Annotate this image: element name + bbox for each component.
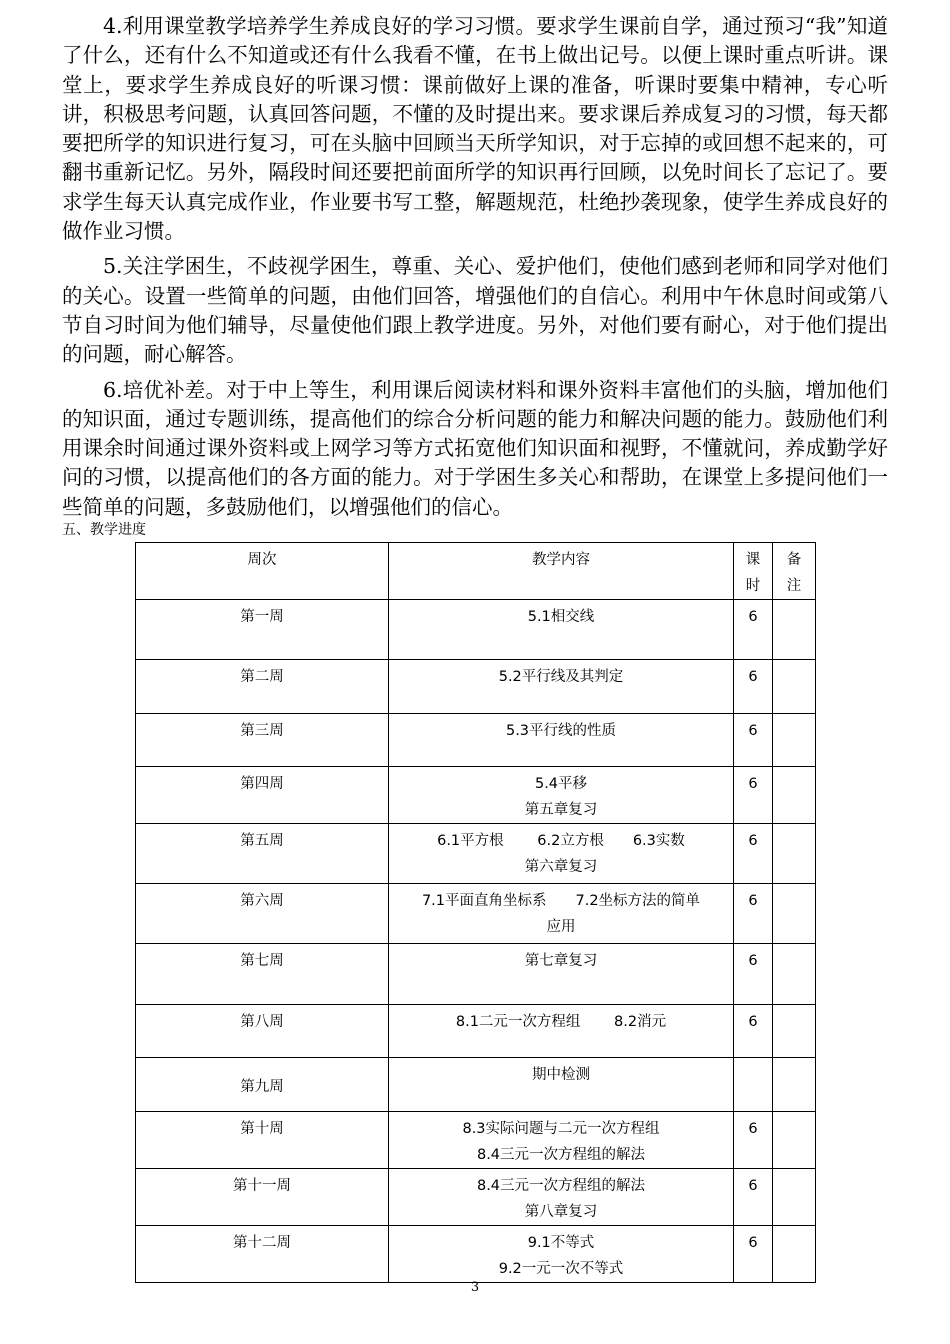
content-line: 8.4三元一次方程组的解法	[476, 1147, 646, 1163]
notes-cell	[773, 944, 816, 1005]
week-cell: 第六周	[136, 884, 389, 944]
paragraph-enrichment: 6.培优补差。对于中上等生，利用课后阅读材料和课外资料丰富他们的头脑，增加他们的知识面，通过专题训练，提高他们的综合分析问题的能力和解决问题的能力。鼓励他们利用课余时间通过课外资料或上网学习等方式拓宽他们知识面和视野，不懂就问，养成勤学好问的习惯，以提高他们的各方面的能力。对于学困生多关心和帮助，在课堂上多提问他们一些简单的问题，多鼓励他们，以增强他们的信心。	[62, 377, 888, 519]
table-row	[136, 1112, 816, 1169]
table-row	[136, 1058, 816, 1112]
hours-cell: 6	[734, 767, 773, 824]
table-header-row	[136, 543, 816, 600]
hours-cell: 6	[734, 1112, 773, 1169]
hours-cell: 6	[734, 1005, 773, 1058]
table-row	[136, 1169, 816, 1226]
content-line: 期中检测	[532, 1067, 590, 1083]
content-line: 6.1平方根 6.2立方根 6.3实数	[437, 833, 685, 849]
table-body	[136, 600, 816, 1283]
week-cell: 第一周	[136, 600, 389, 660]
hours-cell: 6	[734, 1169, 773, 1226]
content-line: 第七章复习	[524, 953, 598, 969]
week-cell: 第二周	[136, 660, 389, 714]
week-cell: 第五周	[136, 824, 389, 884]
content-cell	[389, 600, 734, 660]
week-cell: 第三周	[136, 714, 389, 767]
content-cell	[389, 1112, 734, 1169]
table-row	[136, 660, 816, 714]
notes-cell	[773, 884, 816, 944]
week-cell: 第八周	[136, 1005, 389, 1058]
content-cell	[389, 1169, 734, 1226]
week-cell: 第四周	[136, 767, 389, 824]
notes-cell	[773, 1112, 816, 1169]
hours-cell: 6	[734, 600, 773, 660]
table-row	[136, 600, 816, 660]
notes-cell	[773, 824, 816, 884]
hours-cell	[734, 1058, 773, 1112]
notes-cell	[773, 714, 816, 767]
header-hours-line2: 时	[745, 578, 761, 594]
content-line: 第五章复习	[524, 802, 598, 818]
hours-cell: 6	[734, 1226, 773, 1283]
content-cell	[389, 824, 734, 884]
content-cell	[389, 1005, 734, 1058]
content-cell	[389, 767, 734, 824]
notes-cell	[773, 1169, 816, 1226]
content-cell	[389, 944, 734, 1005]
notes-cell	[773, 660, 816, 714]
notes-cell	[773, 1226, 816, 1283]
hours-cell: 6	[734, 714, 773, 767]
header-week: 周次	[136, 543, 389, 600]
notes-cell	[773, 1058, 816, 1112]
content-cell	[389, 714, 734, 767]
header-notes	[773, 543, 816, 600]
table-row	[136, 824, 816, 884]
content-line: 9.1不等式	[527, 1235, 595, 1251]
content-line: 5.4平移	[534, 776, 588, 792]
table-row	[136, 767, 816, 824]
content-line: 5.3平行线的性质	[505, 723, 617, 739]
content-line: 9.2一元一次不等式	[498, 1261, 624, 1277]
week-cell: 第七周	[136, 944, 389, 1005]
page-number: 3	[470, 1280, 480, 1295]
content-cell	[389, 660, 734, 714]
hours-cell: 6	[734, 944, 773, 1005]
week-cell: 第九周	[136, 1058, 389, 1112]
content-line: 7.1平面直角坐标系 7.2坐标方法的简单	[421, 893, 701, 909]
header-notes-line2: 注	[786, 578, 802, 594]
hours-cell: 6	[734, 660, 773, 714]
table-row	[136, 1005, 816, 1058]
content-line: 第八章复习	[524, 1204, 598, 1220]
content-line: 5.1相交线	[527, 609, 595, 625]
content-line: 8.4三元一次方程组的解法	[476, 1178, 646, 1194]
notes-cell	[773, 600, 816, 660]
content-cell	[389, 884, 734, 944]
paragraph-struggling-students: 5.关注学困生，不歧视学困生，尊重、关心、爱护他们，使他们感到老师和同学对他们的关心。设置一些简单的问题，由他们回答，增强他们的自信心。利用中午休息时间或第八节自习时间为他们辅导，尽量使他们跟上教学进度。另外，对他们要有耐心，对于他们提出的问题，耐心解答。	[62, 254, 888, 367]
content-line: 8.3实际问题与二元一次方程组	[462, 1121, 660, 1137]
header-hours-line1: 课	[745, 552, 761, 568]
week-cell: 第十一周	[136, 1169, 389, 1226]
header-content: 教学内容	[389, 543, 734, 600]
notes-cell	[773, 767, 816, 824]
hours-cell: 6	[734, 824, 773, 884]
content-line: 8.1二元一次方程组 8.2消元	[455, 1014, 667, 1030]
content-line: 应用	[546, 919, 576, 935]
week-cell: 第十周	[136, 1112, 389, 1169]
header-notes-line1: 备	[786, 552, 802, 568]
body-text	[62, 12, 888, 528]
content-cell	[389, 1226, 734, 1283]
content-cell	[389, 1058, 734, 1112]
teaching-schedule-table	[135, 542, 816, 1283]
content-line: 5.2平行线及其判定	[498, 669, 624, 685]
table-row	[136, 714, 816, 767]
table-row	[136, 1226, 816, 1283]
table-row	[136, 884, 816, 944]
paragraph-habits: 4.利用课堂教学培养学生养成良好的学习习惯。要求学生课前自学，通过预习“我”知道了什么，还有什么不知道或还有什么我看不懂，在书上做出记号。以便上课时重点听讲。课堂上，要求学生养成良好的听课习惯：课前做好上课的准备，听课时要集中精神，专心听讲，积极思考问题，认真回答问题，不懂的及时提出来。要求课后养成复习的习惯，每天都要把所学的知识进行复习，可在头脑中回顾当天所学知识，对于忘掉的或回想不起来的，可翻书重新记忆。另外，隔段时间还要把前面所学的知识再行回顾，以免时间长了忘记了。要求学生每天认真完成作业，作业要书写工整，解题规范，杜绝抄袭现象，使学生养成良好的做作业习惯。	[62, 14, 888, 244]
header-hours	[734, 543, 773, 600]
section-title: 五、教学进度	[62, 522, 146, 538]
table-row	[136, 944, 816, 1005]
hours-cell: 6	[734, 884, 773, 944]
notes-cell	[773, 1005, 816, 1058]
week-cell: 第十二周	[136, 1226, 389, 1283]
content-line: 第六章复习	[524, 859, 598, 875]
